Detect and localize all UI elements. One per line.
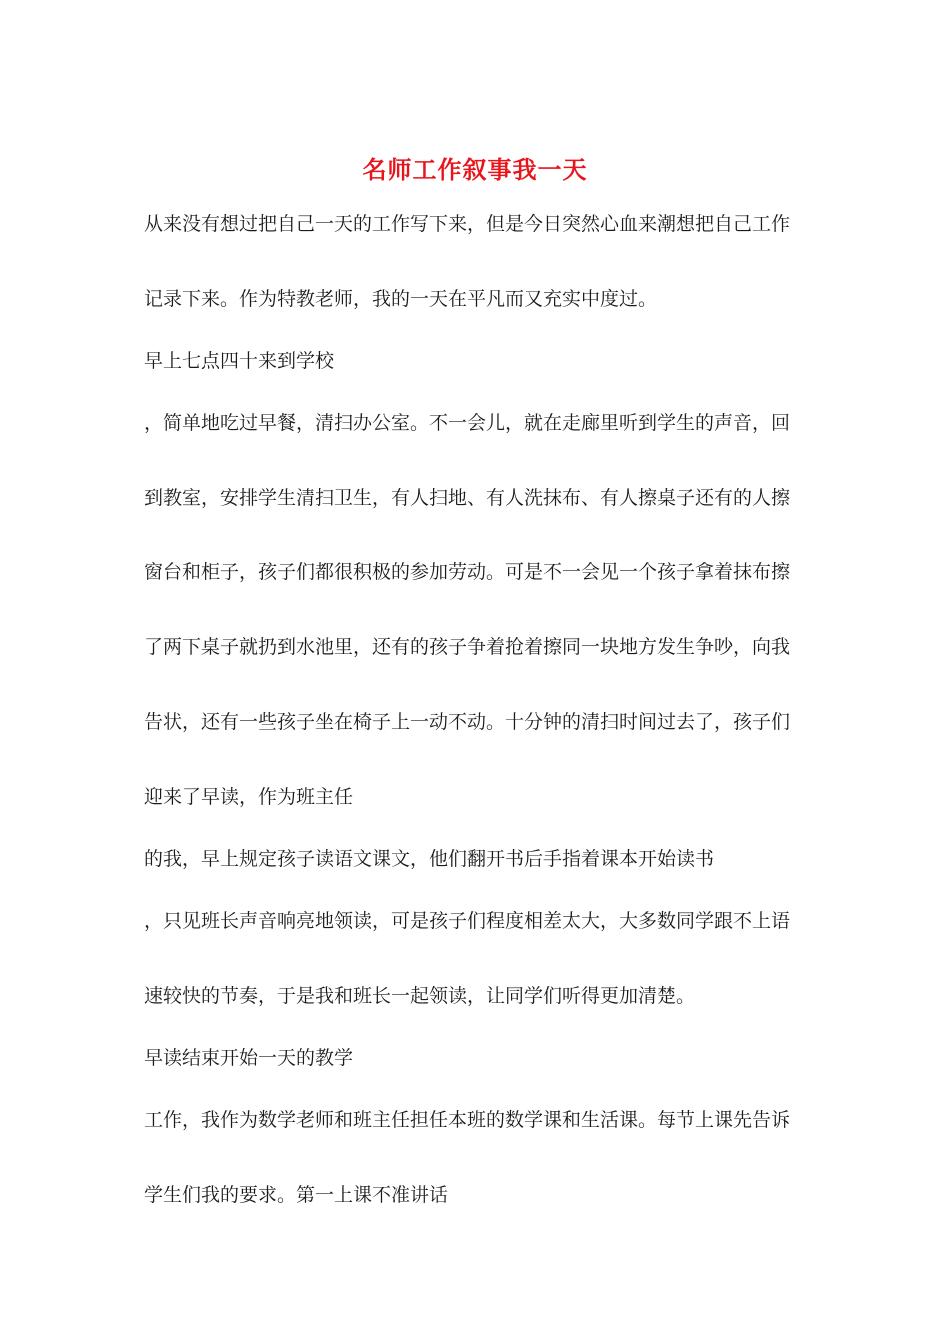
text-line: 记录下来。作为特教老师，我的一天在平凡而又充实中度过。 <box>144 288 658 310</box>
text-line: 早上七点四十来到学校 <box>144 350 335 372</box>
text-line: 工作，我作为数学老师和班主任担任本班的数学课和生活课。每节上课先告诉 <box>144 1109 791 1131</box>
document-title: 名师工作叙事我一天 <box>362 155 588 184</box>
text-line: ，简单地吃过早餐，清扫办公室。不一会儿，就在走廊里听到学生的声音，回 <box>144 412 791 434</box>
text-line: 学生们我的要求。第一上课不准讲话 <box>144 1184 449 1206</box>
text-line: 到教室，安排学生清扫卫生，有人扫地、有人洗抹布、有人擦桌子还有的人擦 <box>144 487 791 509</box>
text-line: 告状，还有一些孩子坐在椅子上一动不动。十分钟的清扫时间过去了，孩子们 <box>144 711 791 733</box>
text-line: 早读结束开始一天的教学 <box>144 1047 354 1069</box>
text-line: 窗台和柜子，孩子们都很积极的参加劳动。可是不一会见一个孩子拿着抹布擦 <box>144 561 791 583</box>
text-line: 速较快的节奏，于是我和班长一起领读，让同学们听得更加清楚。 <box>144 985 696 1007</box>
text-line: ，只见班长声音响亮地领读，可是孩子们程度相差太大，大多数同学跟不上语 <box>144 910 791 932</box>
text-line: 了两下桌子就扔到水池里，还有的孩子争着抢着擦同一块地方发生争吵，向我 <box>144 636 791 658</box>
text-line: 从来没有想过把自己一天的工作写下来，但是今日突然心血来潮想把自己工作 <box>144 213 791 235</box>
text-line: 迎来了早读，作为班主任 <box>144 786 354 808</box>
text-line: 的我，早上规定孩子读语文课文，他们翻开书后手指着课本开始读书 <box>144 848 715 870</box>
